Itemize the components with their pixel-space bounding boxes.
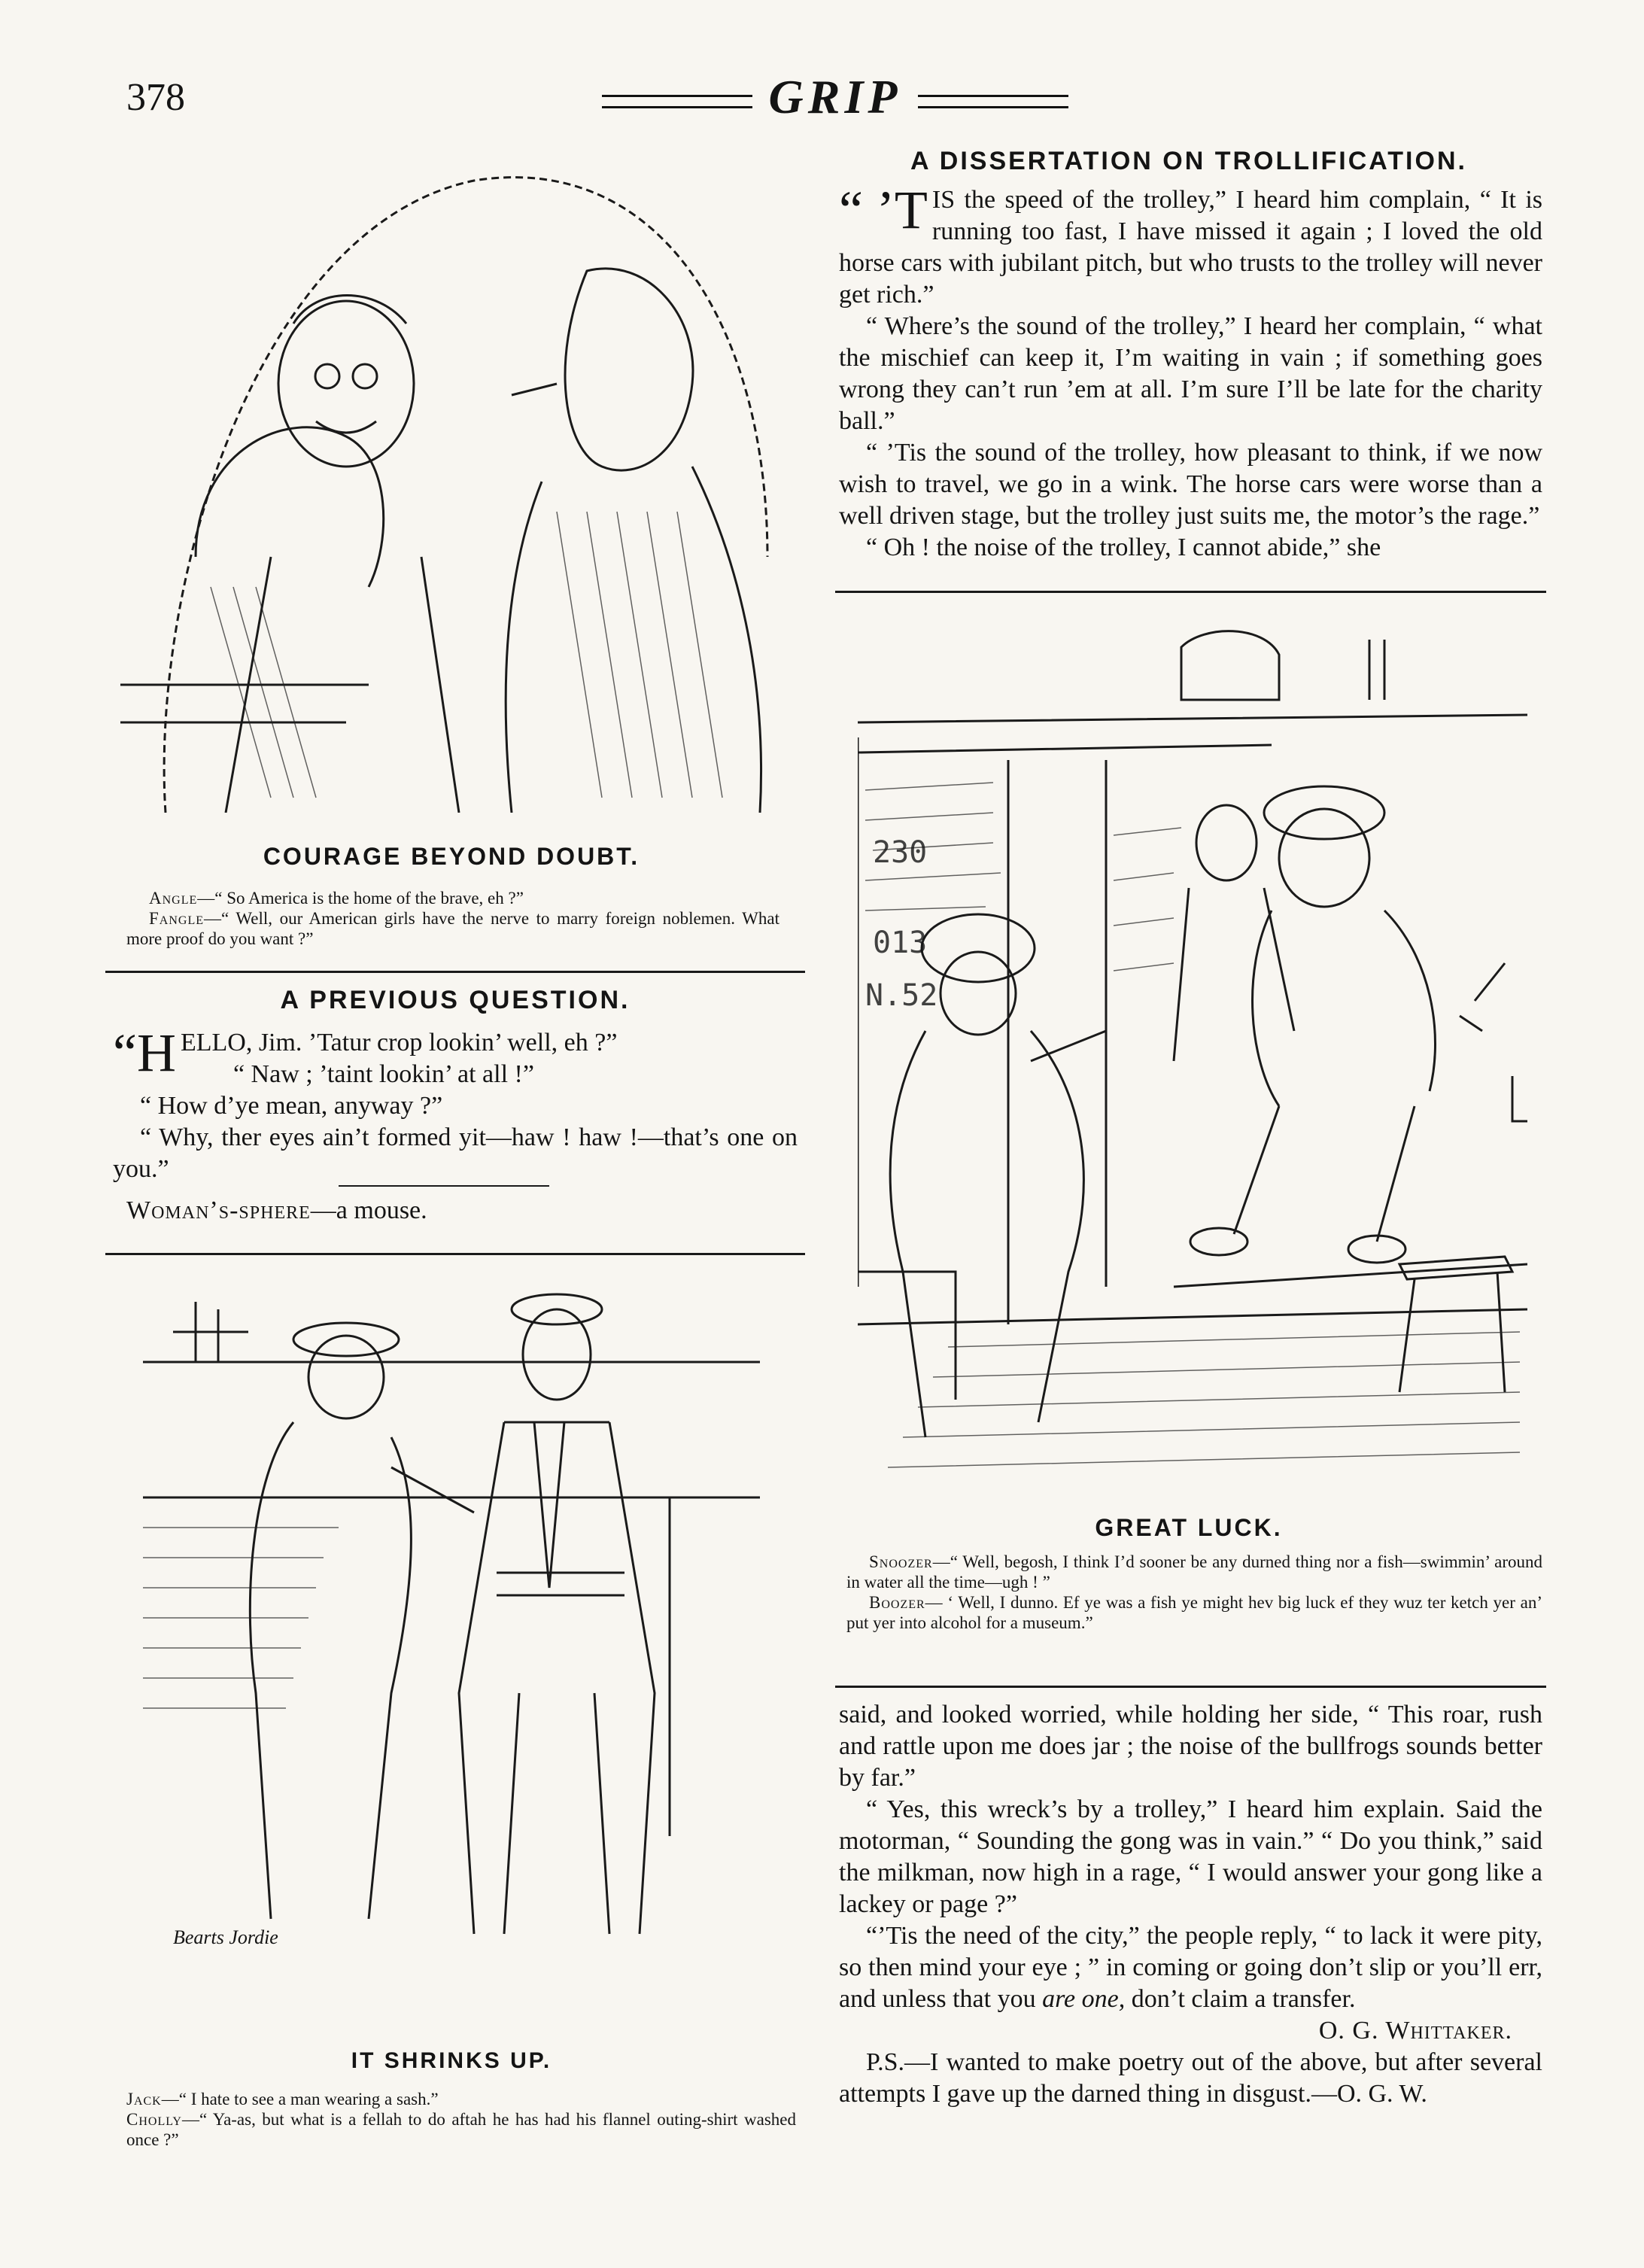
continuation-p3-b: don’t claim a transfer. (1125, 1985, 1356, 2013)
dissertation-p2: “ Where’s the sound of the trolley,” I heard her complain, “ what the mischief can keep it, I’m waiting in vain ; if something goes wrong they can’t run ’em at all. I’m sure I’ll be late for the charity ball.” (839, 312, 1542, 435)
short-divider (339, 1185, 549, 1187)
previous-line-1: ELLO, Jim. ’Tatur crop lookin’ well, eh ?” (180, 1029, 618, 1056)
section-divider (105, 1253, 805, 1255)
dissertation-title: A DISSERTATION ON TROLLIFICATION. (910, 147, 1467, 175)
continuation-p1: said, and looked worried, while holding her side, “ This roar, rush and rattle upon me does jar ; the noise of the bullfrogs sounds better by far.” (839, 1701, 1542, 1792)
boozer-speaker: Boozer (869, 1593, 925, 1612)
wall-sign-230: 230 (873, 835, 928, 870)
womans-sphere-term: Woman’s-sphere (126, 1196, 311, 1224)
dissertation-p1: IS the speed of the trolley,” I heard him complain, “ It is running too fast, I have missed it again ; I loved the old horse cars with jubilant pitch, but who trusts to the trolley will never get rich.” (839, 186, 1542, 309)
masthead-rule-left (602, 95, 752, 108)
cholly-line: —“ Ya-as, but what is a fellah to do aftah he has had his flannel outing-shirt washed once ?” (126, 2110, 796, 2149)
page-number: 378 (126, 76, 185, 119)
cholly-speaker: Cholly (126, 2110, 182, 2129)
dissertation-continuation (839, 1699, 1542, 2110)
dissertation-p3: “ ’Tis the sound of the trolley, how pleasant to think, if we now wish to travel, we go in a wink. The horse cars were worse than a well driven stage, but the trolley just suits me, the motor’s the rage.” (839, 439, 1542, 530)
womans-sphere-text: —a mouse. (310, 1196, 427, 1224)
author-signature: O. G. Whittaker. (1318, 2017, 1512, 2045)
courage-illustration (120, 135, 782, 813)
snoozer-speaker: Snoozer (869, 1552, 933, 1571)
shrinks-title: IT SHRINKS UP. (351, 2048, 552, 2073)
shrinks-illustration (143, 1272, 760, 1972)
angle-line: —“ So America is the home of the brave, eh ?” (197, 889, 524, 908)
masthead-title: GRIP (768, 70, 902, 123)
great-luck-title: GREAT LUCK. (1095, 1514, 1283, 1541)
dissertation-body (839, 180, 1542, 564)
wall-sign-n52: N.52 (865, 978, 938, 1013)
section-divider (835, 591, 1546, 593)
dissertation-dropcap: “ ’T (839, 180, 928, 240)
jack-speaker: Jack (126, 2090, 162, 2108)
postscript: P.S.—I wanted to make poetry out of the above, but after several attempts I gave up the darned thing in disgust.—O. G. W. (839, 2048, 1542, 2108)
section-divider (105, 971, 805, 973)
courage-title: COURAGE BEYOND DOUBT. (263, 843, 640, 870)
great-luck-caption (846, 1552, 1542, 1633)
previous-question-body (113, 1023, 798, 1185)
great-luck-illustration (858, 610, 1527, 1497)
angle-speaker: Angle (149, 889, 198, 908)
masthead (602, 69, 1068, 129)
wall-sign-013: 013 (873, 926, 928, 960)
previous-line-3: “ How d’ye mean, anyway ?” (140, 1092, 443, 1120)
dissertation-p4: “ Oh ! the noise of the trolley, I cannot abide,” she (866, 534, 1381, 561)
previous-question-title: A PREVIOUS QUESTION. (280, 986, 631, 1014)
courage-caption (126, 888, 779, 949)
previous-line-4: “ Why, ther eyes ain’t formed yit—haw ! haw !—that’s one on you.” (113, 1123, 798, 1183)
continuation-p3-a: “’Tis the need of the city,” the people reply, “ to lack it were pity, so then mind your eye ; ” in coming or going don’t slip or you’ll err, and unless that you (839, 1922, 1542, 2013)
shrinks-signature: Bearts Jordie (173, 1926, 278, 1948)
continuation-p3-em: are one, (1042, 1985, 1126, 2013)
snoozer-line: —“ Well, begosh, I think I’d sooner be any durned thing nor a fish—swimmin’ around in water all the time—ugh ! ” (846, 1552, 1542, 1592)
fangle-speaker: Fangle (149, 909, 205, 928)
previous-line-2: “ Naw ; ’taint lookin’ at all !” (232, 1060, 534, 1088)
womans-sphere-line (126, 1195, 789, 1227)
continuation-p2: “ Yes, this wreck’s by a trolley,” I heard him explain. Said the motorman, “ Sounding the gong was in vain.” “ Do you think,” said the milkman, now high in a rage, “ I would answer your gong like a lackey or page ?” (839, 1795, 1542, 1918)
fangle-line: —“ Well, our American girls have the nerve to marry foreign noblemen. What more proof do you want ?” (126, 909, 779, 948)
shrinks-caption (126, 2089, 796, 2150)
continuation-p3 (839, 1920, 1542, 2015)
jack-line: —“ I hate to see a man wearing a sash.” (161, 2090, 439, 2108)
boozer-line: — ‘ Well, I dunno. Ef ye was a fish ye might hev big luck ef they wuz ter ketch yer an’ put yer into alcohol for a museum.” (846, 1593, 1542, 1632)
section-divider (835, 1686, 1546, 1688)
masthead-rule-right (918, 95, 1068, 108)
previous-dropcap: “H (113, 1023, 176, 1083)
